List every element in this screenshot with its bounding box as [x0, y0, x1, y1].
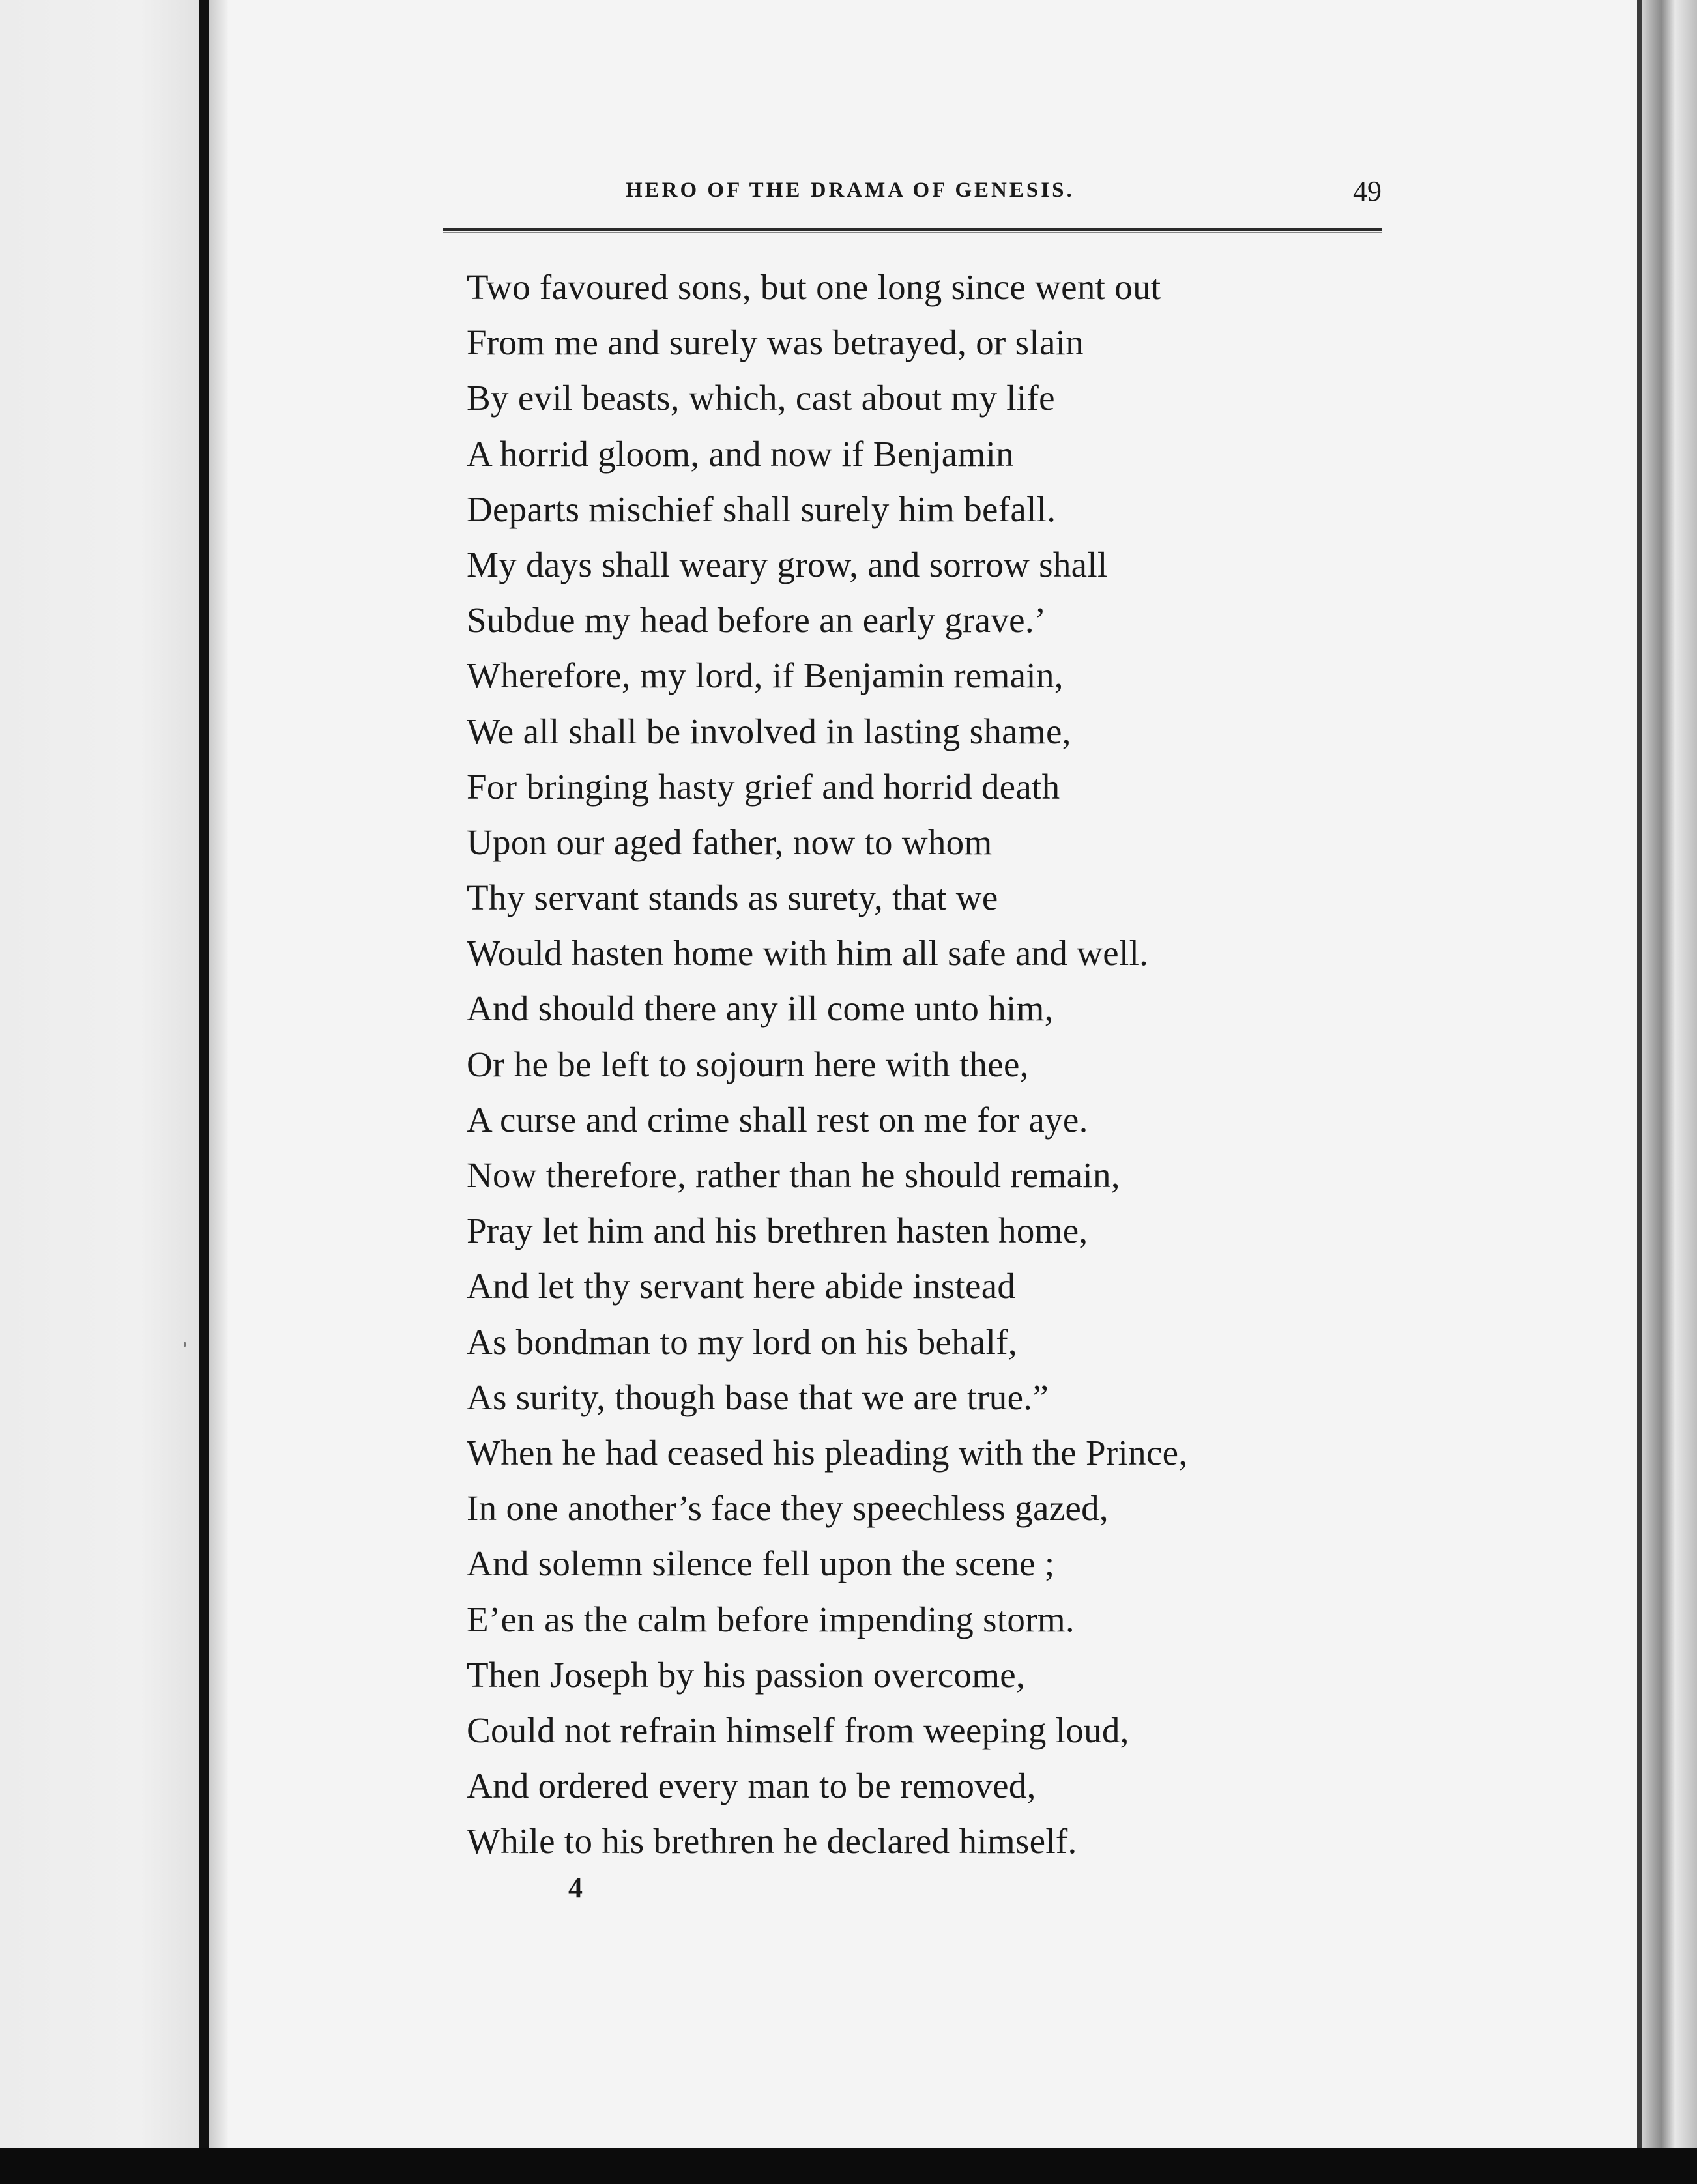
poem-line: And let thy servant here abide instead — [467, 1266, 1016, 1306]
poem-line: Upon our aged father, now to whom — [467, 822, 993, 862]
poem-line: Departs mischief shall surely him befall. — [467, 489, 1056, 529]
header-rule — [443, 228, 1382, 231]
poem-line: As bondman to my lord on his behalf, — [467, 1321, 1017, 1362]
poem-line: And should there any ill come unto him, — [467, 988, 1054, 1029]
poem-line: Would hasten home with him all safe and well. — [467, 933, 1149, 973]
facing-page-edge — [0, 0, 199, 2184]
poem-line: My days shall weary grow, and sorrow shall — [467, 544, 1108, 584]
page-number: 49 — [1353, 175, 1382, 207]
poem-line: E’en as the calm before impending storm. — [467, 1599, 1075, 1639]
poem-line: We all shall be involved in lasting shame, — [467, 711, 1071, 751]
poem-line: And ordered every man to be removed, — [467, 1766, 1036, 1806]
poem-line: Now therefore, rather than he should remain, — [467, 1155, 1120, 1195]
poem-text — [467, 259, 1379, 1869]
poem-line: When he had ceased his pleading with the Prince, — [467, 1432, 1188, 1473]
poem-line: From me and surely was betrayed, or slain — [467, 323, 1084, 363]
poem-line: And solemn silence fell upon the scene ; — [467, 1544, 1055, 1584]
signature-mark: 4 — [568, 1872, 583, 1904]
scan-bottom-border — [0, 2148, 1697, 2184]
poem-line: A horrid gloom, and now if Benjamin — [467, 433, 1014, 474]
running-title: HERO OF THE DRAMA OF GENESIS. — [626, 179, 1075, 202]
header-rule-thin — [443, 232, 1382, 233]
page-stack-edge — [1642, 0, 1697, 2184]
poem-line: Thy servant stands as surety, that we — [467, 878, 998, 918]
poem-line: For bringing hasty grief and horrid death — [467, 766, 1060, 807]
poem-line: While to his brethren he declared himself. — [467, 1821, 1077, 1861]
running-header — [443, 175, 1382, 218]
poem-line: Subdue my head before an early grave.’ — [467, 600, 1047, 640]
poem-line: A curse and crime shall rest on me for aye. — [467, 1099, 1088, 1140]
poem-line: Could not refrain himself from weeping loud, — [467, 1710, 1129, 1750]
poem-line: Then Joseph by his passion overcome, — [467, 1654, 1026, 1695]
poem-line: Pray let him and his brethren hasten home, — [467, 1211, 1088, 1251]
gutter-shadow — [209, 0, 228, 2184]
poem-line: Wherefore, my lord, if Benjamin remain, — [467, 655, 1064, 696]
scan-speck — [184, 1342, 186, 1347]
poem-line: Two favoured sons, but one long since went out — [467, 267, 1161, 307]
poem-line: Or he be left to sojourn here with thee, — [467, 1044, 1029, 1084]
poem-line: By evil beasts, which, cast about my life — [467, 378, 1055, 418]
poem-line: In one another’s face they speechless gazed, — [467, 1488, 1109, 1529]
binding-gutter — [199, 0, 209, 2184]
poem-line: As surity, though base that we are true.” — [467, 1377, 1049, 1417]
